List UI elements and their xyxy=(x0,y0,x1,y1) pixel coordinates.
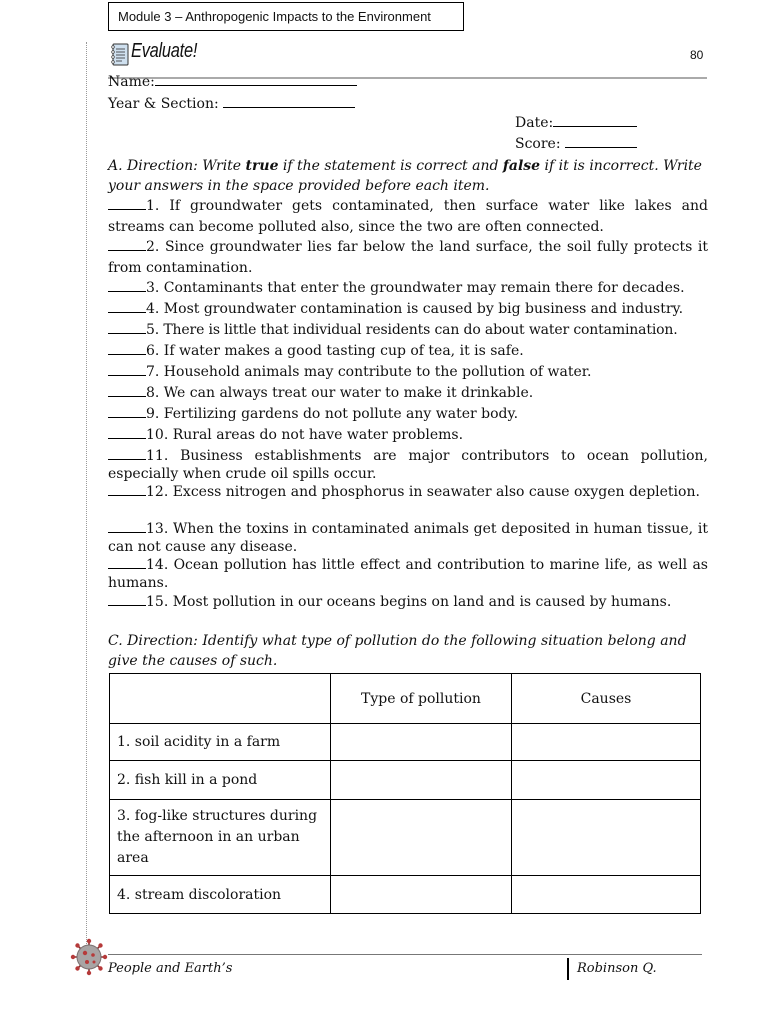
question-text: 9. Fertilizing gardens do not pollute any water body. xyxy=(146,406,519,422)
question-text: 1. If groundwater gets contaminated, then surface water like lakes and streams can become polluted also, since the two are often connected. xyxy=(108,198,708,235)
answer-blank[interactable] xyxy=(108,279,146,292)
answer-blank[interactable] xyxy=(108,300,146,313)
causes-answer-cell[interactable] xyxy=(512,800,701,876)
question-item xyxy=(108,321,708,338)
causes-answer-cell[interactable] xyxy=(512,724,701,761)
pollution-table xyxy=(109,673,701,914)
type-answer-cell[interactable] xyxy=(331,761,512,800)
table-row xyxy=(110,800,701,876)
page-number: 80 xyxy=(690,48,704,62)
answer-blank[interactable] xyxy=(108,197,146,210)
question-item xyxy=(108,556,708,592)
header-cell: Type of pollution xyxy=(331,674,512,724)
answer-blank[interactable] xyxy=(108,520,146,533)
situation-cell: 1. soil acidity in a farm xyxy=(110,724,331,761)
question-text: 5. There is little that individual residents can do about water contamination. xyxy=(146,322,678,338)
year-section-blank[interactable] xyxy=(223,95,355,108)
footer-subject: People and Earth’s xyxy=(108,961,233,976)
answer-blank[interactable] xyxy=(108,483,146,496)
module-title: Module 3 – Anthropogenic Impacts to the Environment xyxy=(108,2,464,31)
question-text: 15. Most pollution in our oceans begins on land and is caused by humans. xyxy=(146,594,672,610)
part-c-direction: C. Direction: Identify what type of pollution do the following situation belong and give the causes of such. xyxy=(108,633,687,669)
header-cell xyxy=(110,674,331,724)
date-label: Date: xyxy=(515,115,554,131)
question-text: 7. Household animals may contribute to the pollution of water. xyxy=(146,364,592,380)
name-blank[interactable] xyxy=(155,73,357,86)
answer-blank[interactable] xyxy=(108,556,146,569)
date-field[interactable] xyxy=(515,114,637,131)
direction-a-prefix: A. Direction: Write xyxy=(108,158,246,174)
question-text: 2. Since groundwater lies far below the land surface, the soil fully protects it from contamination. xyxy=(108,239,708,276)
year-section-field[interactable] xyxy=(108,95,355,112)
virus-icon xyxy=(70,938,108,976)
question-item xyxy=(108,593,708,610)
answer-blank[interactable] xyxy=(108,238,146,251)
table-row xyxy=(110,724,701,761)
question-text: 13. When the toxins in contaminated animals get deposited in human tissue, it can not cause any disease. xyxy=(108,521,708,555)
answer-blank[interactable] xyxy=(108,384,146,397)
question-text: 8. We can always treat our water to make it drinkable. xyxy=(146,385,534,401)
false-word: false xyxy=(502,158,541,174)
question-item xyxy=(108,483,708,501)
question-item xyxy=(108,300,708,317)
type-answer-cell[interactable] xyxy=(331,800,512,876)
footer-divider xyxy=(108,954,702,955)
type-answer-cell[interactable] xyxy=(331,724,512,761)
question-text: 3. Contaminants that enter the groundwater may remain there for decades. xyxy=(146,280,685,296)
question-item xyxy=(108,447,708,483)
answer-blank[interactable] xyxy=(108,363,146,376)
question-text: 14. Ocean pollution has little effect and contribution to marine life, as well as humans. xyxy=(108,557,708,591)
table-row xyxy=(110,876,701,914)
notebook-icon xyxy=(110,43,130,67)
answer-blank[interactable] xyxy=(108,447,146,460)
question-item xyxy=(108,279,708,296)
question-item xyxy=(108,342,708,359)
question-text: 4. Most groundwater contamination is caused by big business and industry. xyxy=(146,301,684,317)
causes-answer-cell[interactable] xyxy=(512,761,701,800)
part-a-direction xyxy=(108,156,708,196)
header-cell: Causes xyxy=(512,674,701,724)
name-label: Name: xyxy=(108,74,155,90)
score-blank[interactable] xyxy=(565,135,637,148)
question-text: 10. Rural areas do not have water problems. xyxy=(146,427,464,443)
footer-author: Robinson Q. xyxy=(577,961,657,976)
question-item xyxy=(108,237,708,279)
question-item xyxy=(108,363,708,380)
situation-cell: 2. fish kill in a pond xyxy=(110,761,331,800)
answer-blank[interactable] xyxy=(108,342,146,355)
question-text: 12. Excess nitrogen and phosphorus in seawater also cause oxygen depletion. xyxy=(146,484,700,500)
score-label: Score: xyxy=(515,136,561,152)
question-item xyxy=(108,520,708,556)
footer-separator xyxy=(567,958,569,980)
situation-cell: 4. stream discoloration xyxy=(110,876,331,914)
direction-a-suffix: if it is incorrect. Write your answers in the space provided before each item. xyxy=(108,158,702,194)
answer-blank[interactable] xyxy=(108,405,146,418)
direction-a-middle: if the statement is correct and xyxy=(278,158,503,174)
question-item xyxy=(108,426,708,443)
situation-cell: 3. fog-like structures during the afternoon in an urban area xyxy=(110,800,331,876)
table-row xyxy=(110,761,701,800)
answer-blank[interactable] xyxy=(108,321,146,334)
table-header-row xyxy=(110,674,701,724)
margin-line xyxy=(86,42,87,954)
answer-blank[interactable] xyxy=(108,426,146,439)
question-item xyxy=(108,384,708,401)
question-item xyxy=(108,196,708,238)
question-text: 6. If water makes a good tasting cup of tea, it is safe. xyxy=(146,343,524,359)
section-title: Evaluate! xyxy=(131,40,198,62)
year-section-label: Year & Section: xyxy=(108,96,219,112)
true-word: true xyxy=(245,158,279,174)
date-blank[interactable] xyxy=(553,114,637,127)
answer-blank[interactable] xyxy=(108,593,146,606)
name-field[interactable] xyxy=(108,73,357,90)
type-answer-cell[interactable] xyxy=(331,876,512,914)
question-item xyxy=(108,405,708,422)
causes-answer-cell[interactable] xyxy=(512,876,701,914)
question-text: 11. Business establishments are major contributors to ocean pollution, especially when crude oil spills occur. xyxy=(108,448,708,482)
score-field[interactable] xyxy=(515,135,637,152)
